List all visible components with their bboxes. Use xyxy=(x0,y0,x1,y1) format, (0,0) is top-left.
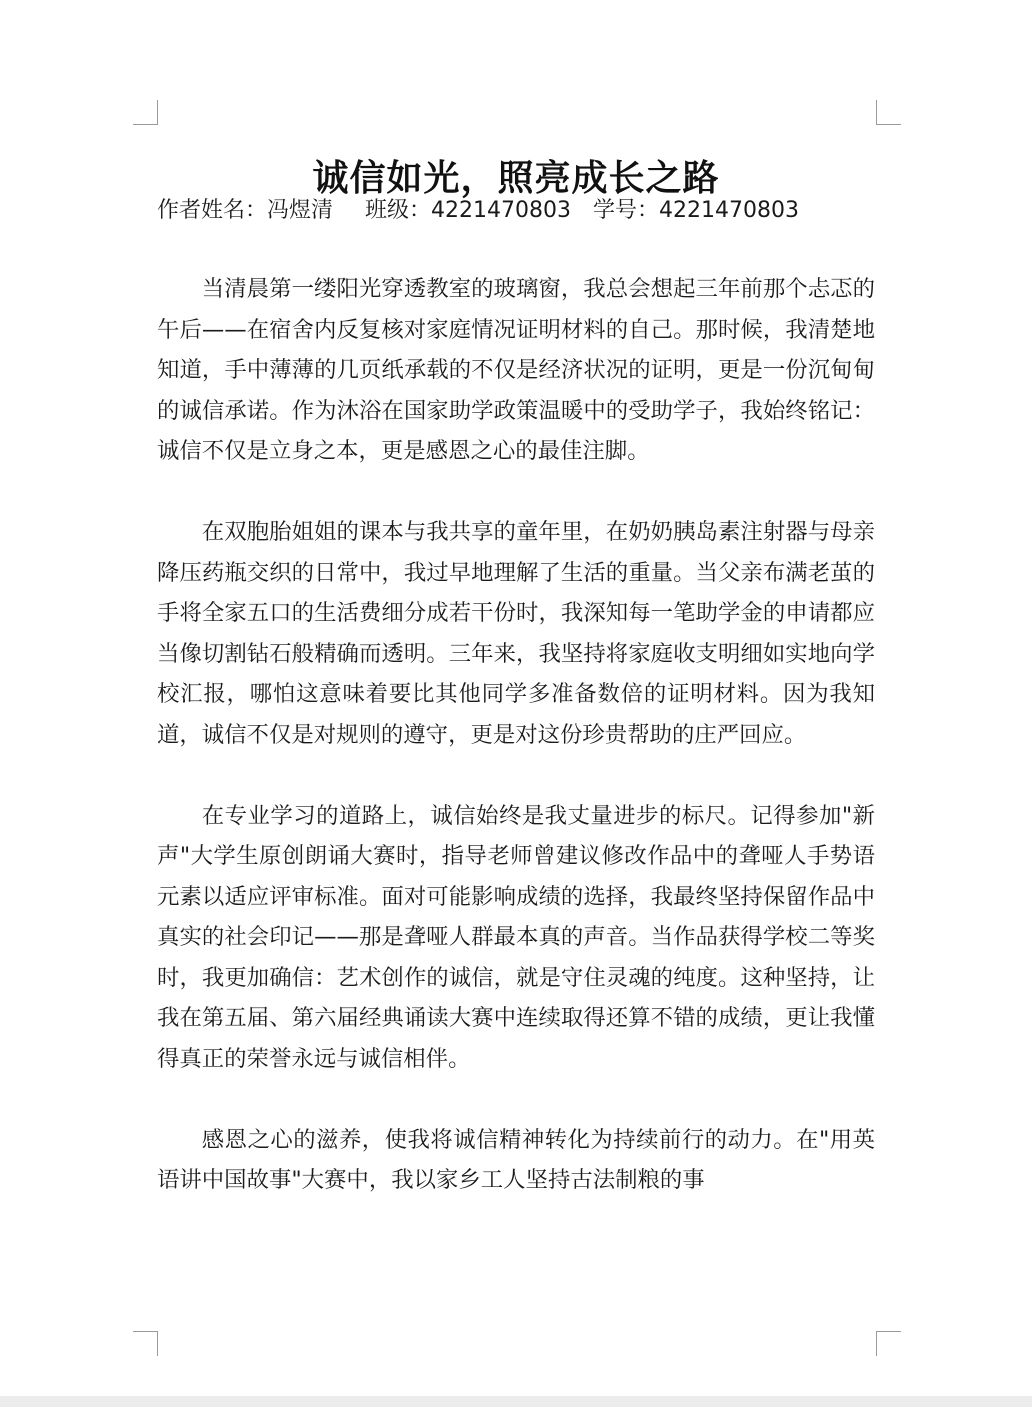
author-name: 作者姓名：冯煜清 xyxy=(157,198,334,223)
document-body xyxy=(157,269,875,1201)
paragraph: 在专业学习的道路上，诚信始终是我丈量进步的标尺。记得参加"新声"大学生原创朗诵大赛时，指导老师曾建议修改作品中的聋哑人手势语元素以适应评审标准。面对可能影响成绩的选择，我最终坚持保留作品中真实的社会印记——那是聋哑人群最本真的声音。当作品获得学校二等奖时，我更加确信：艺术创作的诚信，就是守住灵魂的纯度。这种坚持，让我在第五届、第六届经典诵读大赛中连续取得还算不错的成绩，更让我懂得真正的荣誉永远与诚信相伴。 xyxy=(157,802,875,1072)
paragraph: 当清晨第一缕阳光穿透教室的玻璃窗，我总会想起三年前那个忐忑的午后——在宿舍内反复核对家庭情况证明材料的自己。那时候，我清楚地知道，手中薄薄的几页纸承载的不仅是经济状况的证明，更是一份沉甸甸的诚信承诺。作为沐浴在国家助学政策温暖中的受助学子，我始终铭记：诚信不仅是立身之本，更是感恩之心的最佳注脚。 xyxy=(157,276,875,464)
document-title: 诚信如光，照亮成长之路 xyxy=(312,158,720,200)
crop-mark-top-left xyxy=(133,100,158,125)
crop-mark-bottom-left xyxy=(133,1331,158,1356)
crop-mark-bottom-right xyxy=(876,1331,901,1356)
page-bottom-edge xyxy=(0,1396,1032,1407)
class-info: 班级：4221470803 xyxy=(365,198,571,223)
paragraph: 在双胞胎姐姐的课本与我共享的童年里，在奶奶胰岛素注射器与母亲降压药瓶交织的日常中，我过早地理解了生活的重量。当父亲布满老茧的手将全家五口的生活费细分成若干份时，我深知每一笔助学金的申请都应当像切割钻石般精确而透明。三年来，我坚持将家庭收支明细如实地向学校汇报，哪怕这意味着要比其他同学多准备数倍的证明材料。因为我知道，诚信不仅是对规则的遵守，更是对这份珍贵帮助的庄严回应。 xyxy=(157,519,875,748)
paragraph: 感恩之心的滋养，使我将诚信精神转化为持续前行的动力。在"用英语讲中国故事"大赛中，我以家乡工人坚持古法制粮的事 xyxy=(157,1126,875,1193)
author-byline xyxy=(157,192,875,230)
student-id: 学号：4221470803 xyxy=(593,198,799,223)
crop-mark-top-right xyxy=(876,100,901,125)
